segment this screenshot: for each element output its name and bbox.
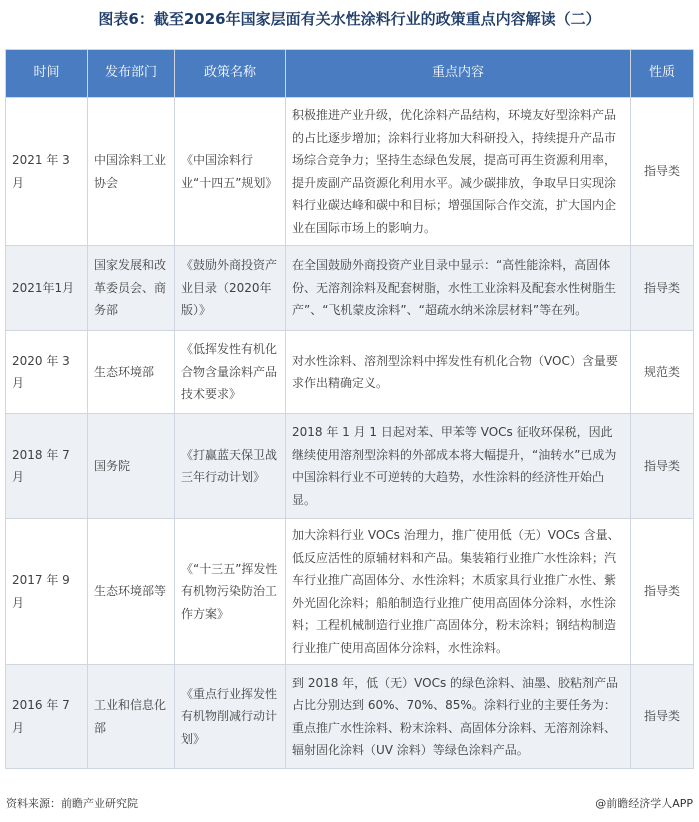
cell-policy: 《鼓励外商投资产业目录（2020年版）》 xyxy=(175,246,286,331)
cell-time: 2021 年 3 月 xyxy=(6,98,88,246)
cell-points: 对水性涂料、溶剂型涂料中挥发性有机化合物（VOC）含量要求作出精确定义。 xyxy=(286,331,631,414)
cell-nature: 指导类 xyxy=(631,414,694,519)
cell-points: 在全国鼓励外商投资产业目录中显示：“高性能涂料，高固体份、无溶剂涂料及配套树脂，水性工业涂料及配套水性树脂生产”、“飞机蒙皮涂料”、“超疏水纳米涂层材料”等在列。 xyxy=(286,246,631,331)
header-time: 时间 xyxy=(6,50,88,98)
cell-department: 国家发展和改革委员会、商务部 xyxy=(88,246,175,331)
cell-policy: 《低挥发性有机化合物含量涂料产品技术要求》 xyxy=(175,331,286,414)
cell-points: 加大涂料行业 VOCs 治理力，推广使用低（无）VOCs 含量、低反应活性的原辅材料和产品。集装箱行业推广水性涂料；汽车行业推广高固体分、水性涂料；木质家具行业推广水性、紫外光固化涂料；船舶制造行业推广使用高固体分涂料，水性涂料；工程机械制造行业推广高固体分，粉末涂料；钢结构制造行业推广使用高固体分涂料，水性涂料。 xyxy=(286,519,631,665)
header-department: 发布部门 xyxy=(88,50,175,98)
cell-policy: 《重点行业挥发性有机物削减行动计划》 xyxy=(175,665,286,769)
cell-time: 2018 年 7 月 xyxy=(6,414,88,519)
cell-policy: 《打赢蓝天保卫战三年行动计划》 xyxy=(175,414,286,519)
cell-department: 中国涂料工业协会 xyxy=(88,98,175,246)
table-row xyxy=(6,665,694,769)
cell-nature: 指导类 xyxy=(631,519,694,665)
cell-department: 工业和信息化部 xyxy=(88,665,175,769)
cell-department: 国务院 xyxy=(88,414,175,519)
table-row xyxy=(6,246,694,331)
cell-policy: 《“十三五”挥发性有机物污染防治工作方案》 xyxy=(175,519,286,665)
cell-nature: 指导类 xyxy=(631,665,694,769)
cell-nature: 规范类 xyxy=(631,331,694,414)
header-points: 重点内容 xyxy=(286,50,631,98)
policy-table xyxy=(5,49,694,769)
cell-time: 2017 年 9 月 xyxy=(6,519,88,665)
cell-department: 生态环境部等 xyxy=(88,519,175,665)
table-row xyxy=(6,331,694,414)
cell-points: 到 2018 年，低（无）VOCs 的绿色涂料、油墨、胶粘剂产品占比分别达到 60%、70%、85%。涂料行业的主要任务为：重点推广水性涂料、粉末涂料、高固体分涂料、无溶剂涂料、辐射固化涂料（UV 涂料）等绿色涂料产品。 xyxy=(286,665,631,769)
cell-department: 生态环境部 xyxy=(88,331,175,414)
cell-nature: 指导类 xyxy=(631,98,694,246)
cell-time: 2020 年 3 月 xyxy=(6,331,88,414)
table-header-row xyxy=(6,50,694,98)
header-nature: 性质 xyxy=(631,50,694,98)
cell-points: 积极推进产业升级，优化涂料产品结构，环境友好型涂料产品的占比逐步增加；涂料行业将加大科研投入，持续提升产品市场综合竞争力；坚持生态绿色发展，提高可再生资源利用率，提升废副产品资源化利用水平。减少碳排放，争取早日实现涂料行业碳达峰和碳中和目标；增强国际合作交流，扩大国内企业在国际市场上的影响力。 xyxy=(286,98,631,246)
table-row xyxy=(6,519,694,665)
cell-points: 2018 年 1 月 1 日起对苯、甲苯等 VOCs 征收环保税，因此继续使用溶剂型涂料的外部成本将大幅提升，“油转水”已成为中国涂料行业不可逆转的大趋势，水性涂料的经济性开始凸显。 xyxy=(286,414,631,519)
cell-time: 2021年1月 xyxy=(6,246,88,331)
source-note: 资料来源：前瞻产业研究院 xyxy=(6,797,138,810)
table-row xyxy=(6,414,694,519)
brand-credit: @前瞻经济学人APP xyxy=(595,797,693,810)
cell-nature: 指导类 xyxy=(631,246,694,331)
table-row xyxy=(6,98,694,246)
cell-policy: 《中国涂料行业“十四五”规划》 xyxy=(175,98,286,246)
chart-title: 图表6：截至2026年国家层面有关水性涂料行业的政策重点内容解读（二） xyxy=(98,10,601,28)
cell-time: 2016 年 7 月 xyxy=(6,665,88,769)
header-policy: 政策名称 xyxy=(175,50,286,98)
